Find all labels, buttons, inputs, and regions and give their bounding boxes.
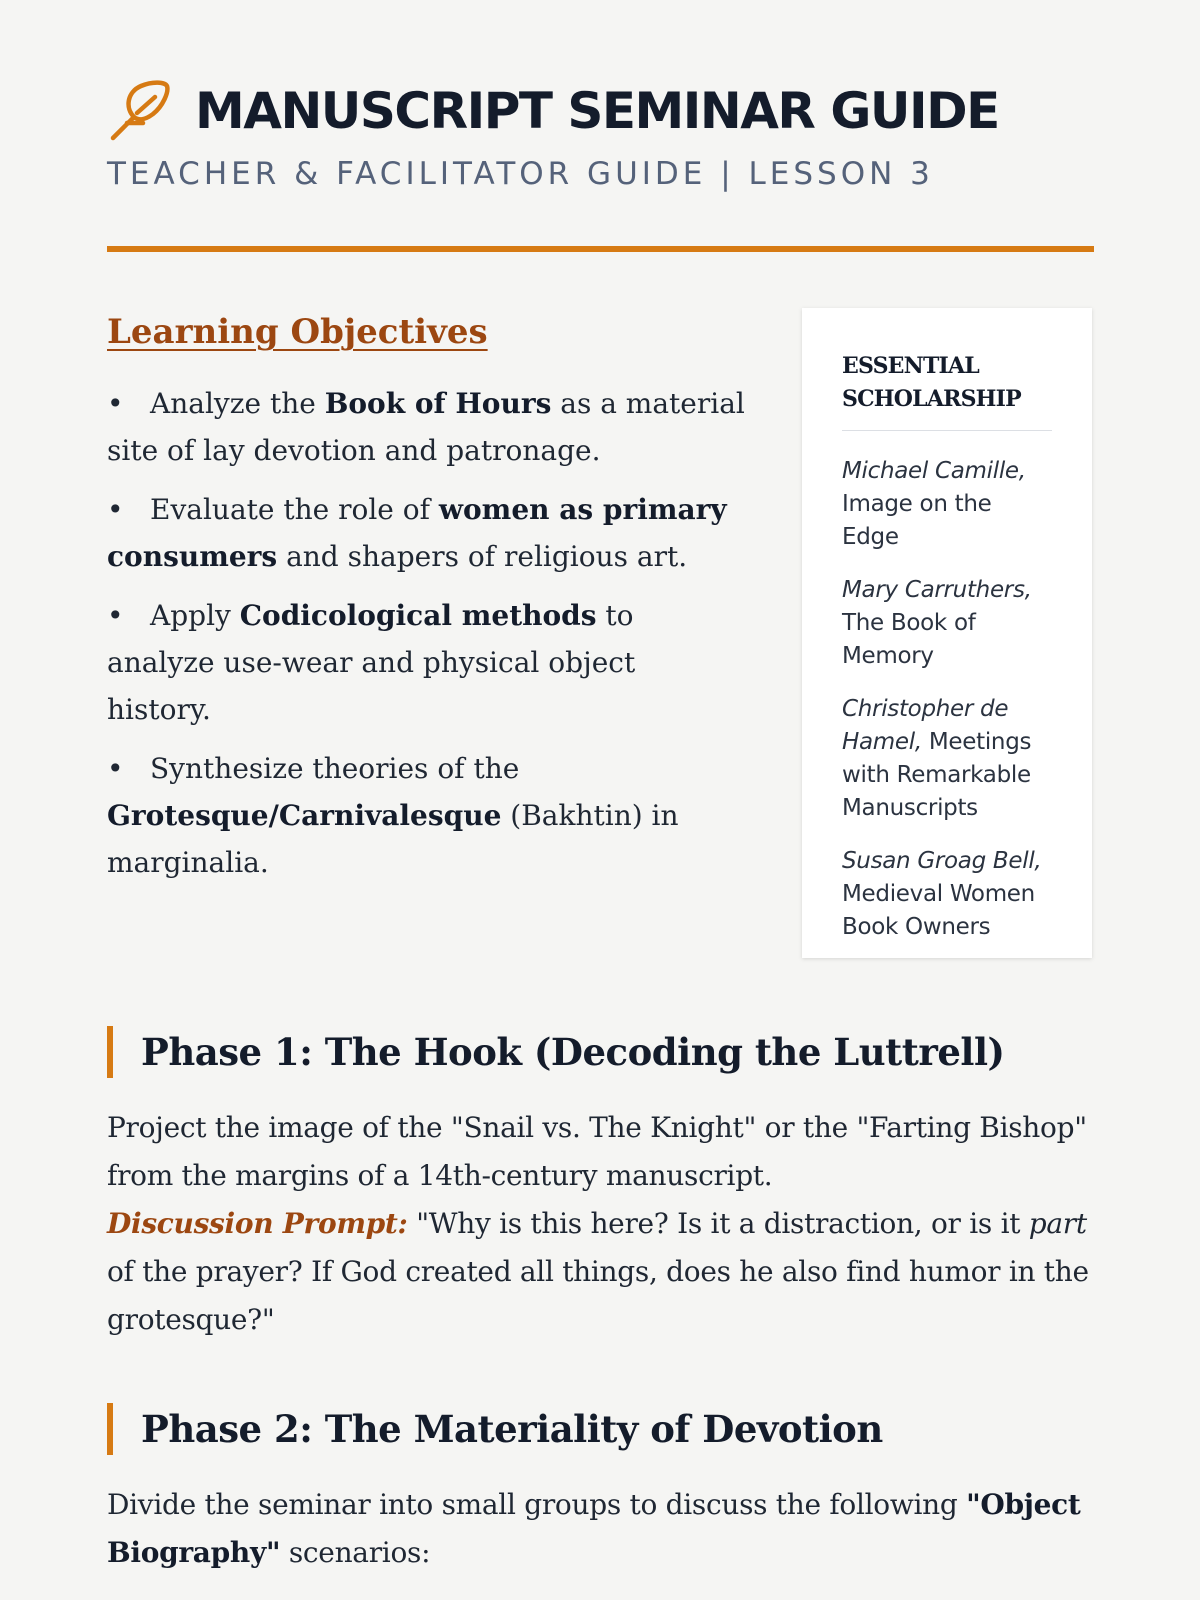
scholarship-item: Christopher de Hamel, Meetings with Remarkable Manuscripts: [842, 696, 1032, 821]
scholarship-item: Susan Groag Bell, Medieval Women Book Owners: [842, 848, 1042, 940]
bullet-icon: •: [107, 599, 124, 632]
phase-1-body: Project the image of the "Snail vs. The Knight" or the "Farting Bishop" from the margins of a 14th-century manuscript.: [107, 1111, 1087, 1192]
objectives-heading: Learning Objectives: [107, 312, 488, 352]
scholarship-item: Mary Carruthers, The Book of Memory: [842, 577, 1032, 669]
discussion-prompt: Discussion Prompt: "Why is this here? Is it a distraction, or is it part of the prayer? If God created all things, does he also find humor in the grotesque?": [107, 1207, 1089, 1336]
quill-icon: [107, 78, 173, 144]
bullet-icon: •: [107, 493, 124, 526]
phase-1-heading: Phase 1: The Hook (Decoding the Luttrell): [107, 1026, 1094, 1078]
learning-objectives: [107, 312, 747, 898]
title-row: [107, 78, 1094, 144]
objectives-list: [107, 380, 747, 886]
page-subtitle: TEACHER & FACILITATOR GUIDE | LESSON 3: [107, 156, 934, 192]
objective-item: • Apply Codicological methods to analyze use-wear and physical object history.: [107, 592, 747, 733]
page-title: MANUSCRIPT SEMINAR GUIDE: [195, 82, 999, 140]
page-header: [107, 78, 1094, 192]
phase-1-section: [107, 1026, 1094, 1344]
phase-2-heading: Phase 2: The Materiality of Devotion: [107, 1403, 1094, 1455]
sidebar-title: ESSENTIAL SCHOLARSHIP: [842, 350, 1052, 431]
phase-2-section: [107, 1403, 1094, 1577]
prompt-label: Discussion Prompt:: [107, 1207, 408, 1240]
essential-scholarship-sidebar: [802, 308, 1092, 958]
objective-item: • Evaluate the role of women as primary consumers and shapers of religious art.: [107, 486, 747, 580]
objective-item: • Analyze the Book of Hours as a material site of lay devotion and patronage.: [107, 380, 747, 474]
header-divider: [107, 246, 1094, 252]
scholarship-item: Michael Camille, Image on the Edge: [842, 458, 1026, 550]
phase-2-body: Divide the seminar into small groups to discuss the following "Object Biography" scenarios:: [107, 1488, 1081, 1569]
bullet-icon: •: [107, 387, 124, 420]
objective-item: • Synthesize theories of the Grotesque/Carnivalesque (Bakhtin) in marginalia.: [107, 745, 747, 886]
bullet-icon: •: [107, 752, 124, 785]
